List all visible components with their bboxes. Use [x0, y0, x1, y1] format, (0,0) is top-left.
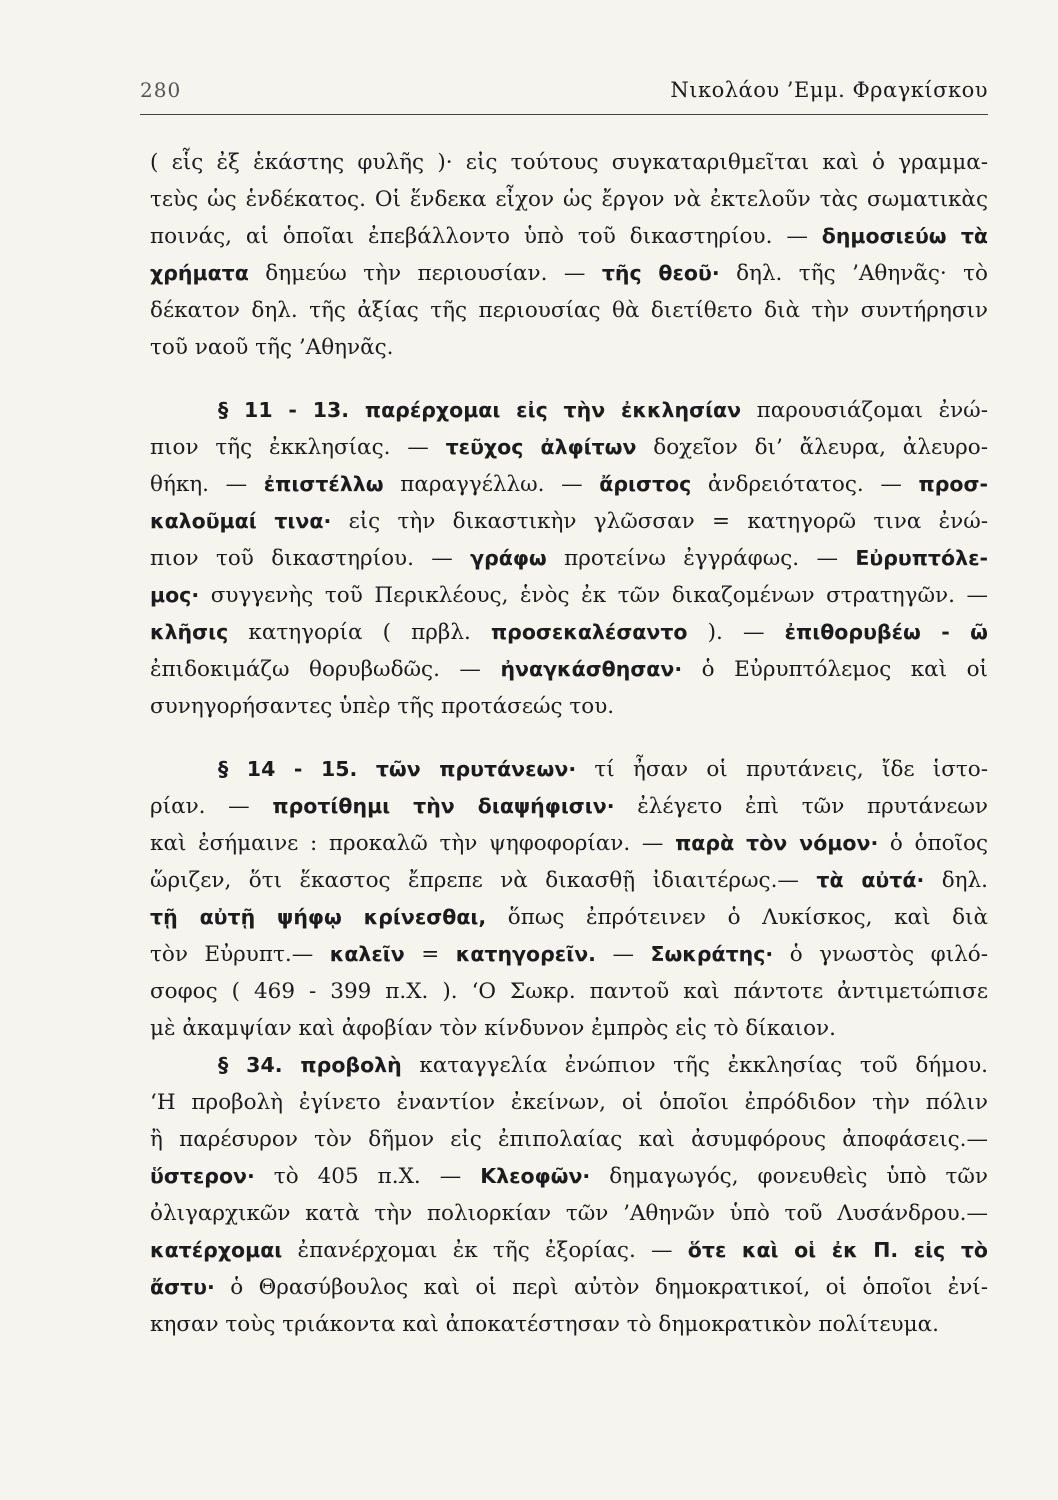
text-line	[150, 292, 988, 329]
text-line	[150, 862, 988, 899]
text-line	[150, 936, 988, 973]
text-line	[150, 1010, 988, 1047]
gloss-text: δηλ. τῆς ’Αθηνᾶς· τὸ	[719, 261, 988, 286]
gloss-text: μὲ ἀκαμψίαν καὶ ἀφοβίαν τὸν κίνδυνον ἐμπρὸς εἰς τὸ δίκαιον.	[150, 1016, 836, 1041]
paragraph-gap	[150, 366, 988, 392]
text-line	[150, 144, 988, 181]
text-line	[150, 392, 988, 429]
text-line	[150, 181, 988, 218]
gloss-text: δημεύω τὴν περιουσίαν. —	[248, 261, 602, 286]
lemma-term: Εὐρυπτόλε-	[855, 546, 988, 570]
lemma-term: χρήματα	[150, 261, 249, 285]
text-line	[150, 899, 988, 936]
gloss-text: ὥριζεν, ὅτι ἕκαστος ἔπρεπε νὰ δικασθῇ ἰδιαιτέρως.—	[150, 868, 817, 893]
gloss-text: δέκατον δηλ. τῆς ἀξίας τῆς περιουσίας θὰ διετίθετο διὰ τὴν συντήρησιν	[150, 298, 988, 323]
text-line	[150, 218, 988, 255]
text-line	[150, 1158, 988, 1195]
text-line	[150, 751, 988, 788]
text-line	[150, 651, 988, 688]
gloss-text: καὶ ἐσήμαινε : προκαλῶ τὴν ψηφοφορίαν. —	[150, 831, 676, 856]
gloss-text: σοφος ( 469 - 399 π.Χ. ). ‘Ο Σωκρ. παντοῦ καὶ πάντοτε ἀντιμετώπισε	[150, 979, 988, 1004]
gloss-text: συνηγορήσαντες ὑπὲρ τῆς προτάσεώς του.	[150, 694, 615, 719]
text-line	[150, 577, 988, 614]
gloss-text: ὁ γνωστὸς φιλό-	[773, 942, 988, 967]
lemma-term: τεῦχος ἀλφίτων	[445, 435, 637, 459]
gloss-text: παρουσιάζομαι ἐνώ-	[741, 398, 988, 423]
lemma-term: τῆς θεοῦ·	[601, 261, 720, 285]
gloss-text: τί ἦσαν οἱ πρυτάνεις, ἴδε ἱστο-	[576, 757, 989, 782]
text-line	[150, 540, 988, 577]
gloss-text: συγγενὴς τοῦ Περικλέους, ἑνὸς ἐκ τῶν δικαζομένων στρατηγῶν. —	[199, 583, 988, 608]
gloss-text: προτείνω ἐγγράφως. —	[546, 546, 856, 571]
gloss-text: =	[404, 942, 456, 967]
text-line	[150, 1195, 988, 1232]
lemma-term: τῇ αὐτῇ ψήφῳ κρίνεσθαι,	[150, 905, 487, 929]
lemma-term: § 11 - 13. παρέρχομαι εἰς τὴν ἐκκλησίαν	[218, 398, 742, 422]
gloss-text: τὸν Εὐρυπτ.—	[150, 942, 330, 967]
lemma-term: § 34. προβολὴ	[218, 1053, 402, 1077]
lemma-term: προτίθημι τὴν διαψήφισιν·	[272, 794, 615, 818]
gloss-text: κατηγορία ( πρβλ.	[228, 620, 491, 645]
lemma-term: παρὰ τὸν νόμον·	[675, 831, 879, 855]
gloss-text: ἀνδρειότατος. —	[691, 472, 919, 497]
gloss-text: πιον τῆς ἐκκλησίας. —	[150, 435, 446, 460]
gloss-text: ὁ ὁποῖος	[878, 831, 988, 856]
text-line	[150, 825, 988, 862]
paragraph-gap	[150, 725, 988, 751]
lemma-term: ὅτε καὶ οἱ ἐκ Π. εἰς τὸ	[687, 1238, 989, 1262]
text-line	[150, 503, 988, 540]
text-line	[150, 466, 988, 503]
text-line	[150, 329, 988, 366]
text-line	[150, 614, 988, 651]
text-line	[150, 973, 988, 1010]
page-number: 280	[140, 78, 182, 102]
text-line	[150, 1084, 988, 1121]
gloss-text: ἐπανέρχομαι ἐκ τῆς ἐξορίας. —	[282, 1238, 688, 1263]
gloss-text: ποινάς, αἱ ὁποῖαι ἐπεβάλλοντο ὑπὸ τοῦ δικαστηρίου. —	[150, 224, 822, 249]
gloss-text: ὁ Θρασύβουλος καὶ οἱ περὶ αὐτὸν δημοκρατικοί, οἱ ὁποῖοι ἐνί-	[214, 1275, 988, 1300]
gloss-text: κησαν τοὺς τριάκοντα καὶ ἀποκατέστησαν τὸ δημοκρατικὸν πολίτευμα.	[150, 1312, 939, 1337]
text-line	[150, 1232, 988, 1269]
page-header	[140, 78, 988, 108]
header-rule	[140, 114, 988, 115]
lemma-term: ἄριστος	[599, 472, 692, 496]
gloss-text: ‘Η προβολὴ ἐγίνετο ἐναντίον ἐκείνων, οἱ ὁποῖοι ἐπρόδιδον τὴν πόλιν	[150, 1090, 988, 1115]
lemma-term: ἐπιστέλλω	[263, 472, 384, 496]
lemma-term: καλεῖν	[329, 942, 405, 966]
lemma-term: μος·	[150, 583, 200, 607]
lemma-term: κατέρχομαι	[150, 1238, 283, 1262]
lemma-term: δημοσιεύω τὰ	[821, 224, 988, 248]
text-line	[150, 788, 988, 825]
gloss-text: εἰς τὴν δικαστικὴν γλῶσσαν = κατηγορῶ τινα ἐνώ-	[331, 509, 989, 534]
running-head: Νικολάου ’Εμμ. Φραγκίσκου	[670, 78, 988, 102]
lemma-term: ἐπιθορυβέω - ῶ	[784, 620, 988, 644]
text-line	[150, 1306, 988, 1343]
gloss-text: δοχεῖον δι’ ἄλευρα, ἀλευρο-	[636, 435, 988, 460]
gloss-text: ὀλιγαρχικῶν κατὰ τὴν πολιορκίαν τῶν ’Αθηνῶν ὑπὸ τοῦ Λυσάνδρου.—	[150, 1201, 988, 1226]
lemma-term: τὰ αὐτά·	[816, 868, 925, 892]
gloss-text: ρίαν. —	[150, 794, 273, 819]
gloss-text: τοῦ ναοῦ τῆς ’Αθηνᾶς.	[150, 335, 394, 360]
lemma-term: Σωκράτης·	[650, 942, 774, 966]
gloss-text: τὸ 405 π.Χ. —	[254, 1164, 481, 1189]
lemma-term: § 14 - 15. τῶν πρυτάνεων·	[218, 757, 577, 781]
gloss-text: παραγγέλλω. —	[383, 472, 600, 497]
text-line	[150, 1121, 988, 1158]
gloss-text: ἐλέγετο ἐπὶ τῶν πρυτάνεων	[614, 794, 989, 819]
gloss-text: ἐπιδοκιμάζω θορυβωδῶς. —	[150, 657, 501, 682]
gloss-text: θήκη. —	[150, 472, 264, 497]
commentary-text	[150, 144, 988, 1343]
lemma-term: προσ-	[918, 472, 988, 496]
gloss-text: πιον τοῦ δικαστηρίου. —	[150, 546, 471, 571]
gloss-text: δημαγωγός, φονευθεὶς ὑπὸ τῶν	[590, 1164, 988, 1189]
text-line	[150, 255, 988, 292]
lemma-term: Κλεοφῶν·	[480, 1164, 591, 1188]
lemma-term: ἠναγκάσθησαν·	[500, 657, 683, 681]
gloss-text: τεὺς ὡς ἑνδέκατος. Οἱ ἕνδεκα εἶχον ὡς ἔργον νὰ ἐκτελοῦν τὰς σωματικὰς	[150, 187, 988, 212]
gloss-text: ὅπως ἐπρότεινεν ὁ Λυκίσκος, καὶ διὰ	[486, 905, 988, 930]
gloss-text: ). —	[687, 620, 785, 645]
text-line	[150, 429, 988, 466]
gloss-text: ( εἷς ἐξ ἑκάστης φυλῆς )· εἰς τούτους συγκαταριθμεῖται καὶ ὁ γραμμα-	[150, 150, 988, 175]
gloss-text: —	[595, 942, 651, 967]
text-line	[150, 1047, 988, 1084]
lemma-term: γράφω	[470, 546, 547, 570]
gloss-text: ὁ Εὐρυπτόλεμος καὶ οἱ	[682, 657, 988, 682]
lemma-term: κατηγορεῖν.	[455, 942, 596, 966]
text-line	[150, 1269, 988, 1306]
gloss-text: ἢ παρέσυρον τὸν δῆμον εἰς ἐπιπολαίας καὶ ἀσυμφόρους ἀποφάσεις.—	[150, 1127, 988, 1152]
lemma-term: κλῆσις	[150, 620, 229, 644]
lemma-term: ἄστυ·	[150, 1275, 215, 1299]
lemma-term: ὕστερον·	[150, 1164, 255, 1188]
gloss-text: δηλ.	[924, 868, 988, 893]
lemma-term: καλοῦμαί τινα·	[150, 509, 332, 533]
text-line	[150, 688, 988, 725]
lemma-term: προσεκαλέσαντο	[490, 620, 688, 644]
gloss-text: καταγγελία ἐνώπιον τῆς ἐκκλησίας τοῦ δήμου.	[401, 1053, 989, 1078]
